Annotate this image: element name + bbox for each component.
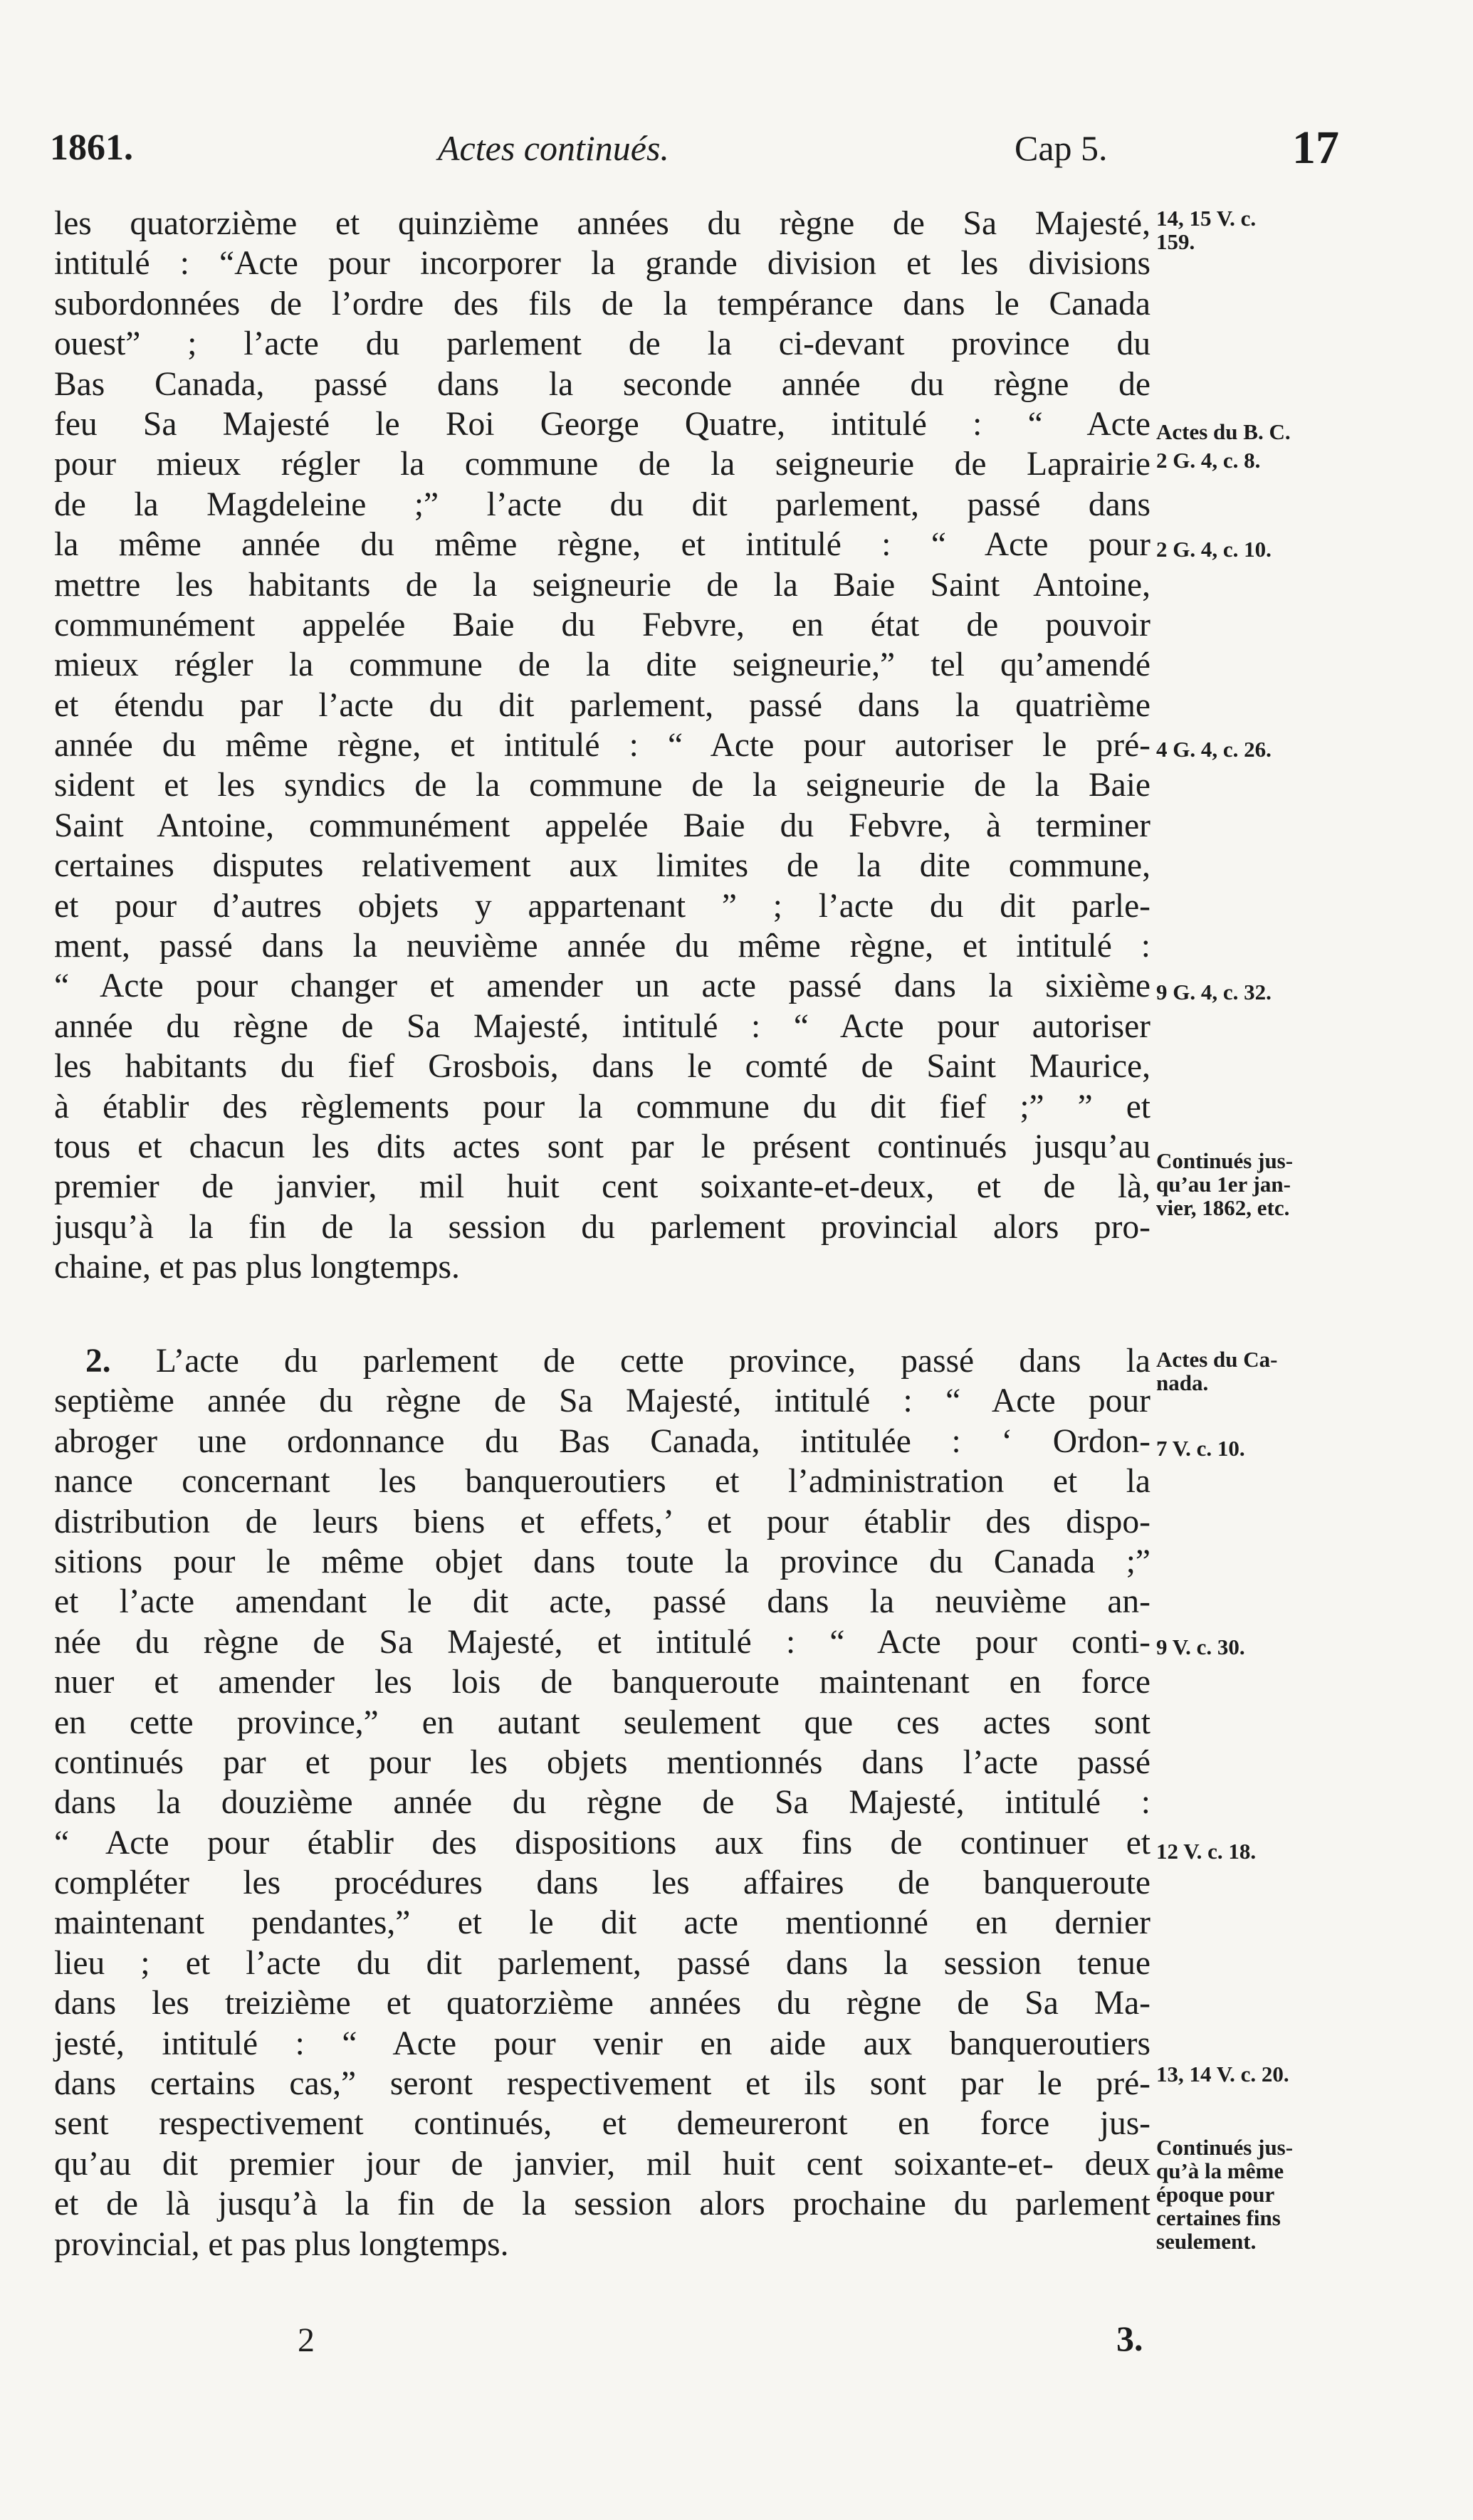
text-line: qu’au dit premier jour de janvier, mil huit cent soixante-et- deux [54, 2145, 1150, 2183]
text-line: année du même règne, et intitulé : “ Acte pour autoriser le pré- [54, 727, 1150, 765]
paragraph-2 [54, 1341, 1150, 2264]
text-line: lieu ; et l’acte du dit parlement, passé dans la session tenue [54, 1944, 1150, 1982]
text-line: Bas Canada, passé dans la seconde année du règne de [54, 365, 1150, 403]
text-line: distribution de leurs biens et effets,’ et pour établir des dispo- [54, 1503, 1150, 1540]
text-line: nance concernant les banqueroutiers et l’administration et la [54, 1463, 1150, 1501]
margin-note: 9 V. c. 30. [1156, 1634, 1245, 1659]
text-line: la même année du même règne, et intitulé : “ Acte pour [54, 526, 1150, 564]
text-line: mieux régler la commune de la dite seigneurie,” tel qu’amendé [54, 646, 1150, 684]
margin-note: 14, 15 V. c. 159. [1156, 206, 1257, 254]
text-line: maintenant pendantes,” et le dit acte mentionné en dernier [54, 1904, 1150, 1942]
text-line: septième année du règne de Sa Majesté, intitulé : “ Acte pour [54, 1382, 1150, 1420]
margin-note: 2 G. 4, c. 8. [1156, 448, 1261, 473]
text-line: de la Magdeleine ;” l’acte du dit parlement, passé dans [54, 485, 1150, 523]
text-line: sent respectivement continués, et demeureront en force jus- [54, 2105, 1150, 2143]
header-title: Actes continués. [438, 128, 669, 168]
header-chapter: Cap 5. [1015, 128, 1108, 168]
text-line: certaines disputes relativement aux limites de la dite commune, [54, 847, 1150, 885]
text-line: année du règne de Sa Majesté, intitulé : “ Acte pour autoriser [54, 1007, 1150, 1045]
margin-note: 7 V. c. 10. [1156, 1436, 1245, 1461]
text-line: communément appelée Baie du Febvre, en état de pouvoir [54, 606, 1150, 644]
text-line: née du règne de Sa Majesté, et intitulé : “ Acte pour conti- [54, 1623, 1150, 1661]
text-line: les quatorzième et quinzième années du règne de Sa Majesté, [54, 205, 1150, 242]
margin-note: Continués jus- qu’au 1er jan- vier, 1862, etc. [1156, 1148, 1294, 1220]
running-header [50, 120, 1346, 177]
margin-note: 2 G. 4, c. 10. [1156, 537, 1272, 562]
text-line: et étendu par l’acte du dit parlement, passé dans la quatrième [54, 686, 1150, 724]
text-line: jusqu’à la fin de la session du parlement provincial alors pro- [54, 1208, 1150, 1246]
margin-note: 12 V. c. 18. [1156, 1839, 1257, 1864]
text-line: les habitants du fief Grosbois, dans le comté de Saint Maurice, [54, 1048, 1150, 1086]
text-line: premier de janvier, mil huit cent soixante-et-deux, et de là, [54, 1168, 1150, 1206]
text-line: subordonnées de l’ordre des fils de la tempérance dans le Canada [54, 285, 1150, 322]
text-line-content: L’acte du parlement de cette province, passé dans la [110, 1343, 1150, 1380]
text-line: dans les treizième et quatorzième années du règne de Sa Ma- [54, 1985, 1150, 2022]
text-line: provincial, et pas plus longtemps. [54, 2225, 509, 2263]
text-line: sident et les syndics de la commune de la seigneurie de la Baie [54, 767, 1150, 804]
text-line: mettre les habitants de la seigneurie de la Baie Saint Antoine, [54, 566, 1150, 604]
text-line: compléter les procédures dans les affaires de banqueroute [54, 1864, 1150, 1902]
margin-note: Continués jus- qu’à la même époque pour certaines fins seulement. [1156, 2135, 1294, 2254]
text-line: et pour d’autres objets y appartenant ” ; l’acte du dit parle- [54, 887, 1150, 925]
section-number: 2. [85, 1343, 111, 1380]
text-line: “ Acte pour changer et amender un acte passé dans la sixième [54, 967, 1150, 1005]
catchword: 3. [1116, 2319, 1143, 2358]
text-line: dans certains cas,” seront respectivement et ils sont par le pré- [54, 2065, 1150, 2103]
text-line [54, 1341, 1150, 1381]
header-year: 1861. [50, 127, 133, 168]
page-number: 17 [1292, 122, 1339, 174]
text-line: ouest” ; l’acte du parlement de la ci-devant province du [54, 325, 1150, 363]
text-line: “ Acte pour établir des dispositions aux fins de continuer et [54, 1824, 1150, 1862]
margin-note: Actes du B. C. [1156, 419, 1291, 444]
text-line: chaine, et pas plus longtemps. [54, 1249, 460, 1286]
text-line: intitulé : “Acte pour incorporer la grande division et les divisions [54, 245, 1150, 283]
text-line: sitions pour le même objet dans toute la province du Canada ;” [54, 1543, 1150, 1580]
margin-note: 13, 14 V. c. 20. [1156, 2062, 1289, 2086]
paragraph-1 [54, 204, 1150, 1288]
text-line: Saint Antoine, communément appelée Baie du Febvre, à terminer [54, 807, 1150, 844]
margin-note: 9 G. 4, c. 32. [1156, 980, 1272, 1004]
text-line: nuer et amender les lois de banqueroute maintenant en force [54, 1664, 1150, 1701]
text-line: abroger une ordonnance du Bas Canada, intitulée : ‘ Ordon- [54, 1422, 1150, 1460]
text-line: à établir des règlements pour la commune du dit fief ;” ” et [54, 1088, 1150, 1125]
text-line: pour mieux régler la commune de la seigneurie de Laprairie [54, 446, 1150, 483]
text-line: tous et chacun les dits actes sont par le présent continués jusqu’au [54, 1128, 1150, 1165]
text-line: ment, passé dans la neuvième année du même règne, et intitulé : [54, 928, 1150, 965]
text-line: feu Sa Majesté le Roi George Quatre, intitulé : “ Acte [54, 405, 1150, 443]
text-line: jesté, intitulé : “ Acte pour venir en aide aux banqueroutiers [54, 2025, 1150, 2062]
text-line: et l’acte amendant le dit acte, passé dans la neuvième an- [54, 1583, 1150, 1621]
text-line: dans la douzième année du règne de Sa Majesté, intitulé : [54, 1784, 1150, 1822]
text-line: et de là jusqu’à la fin de la session alors prochaine du parlement [54, 2185, 1150, 2223]
margin-note: Actes du Ca- nada. [1156, 1347, 1278, 1395]
signature-mark: 2 [298, 2321, 315, 2359]
margin-note: 4 G. 4, c. 26. [1156, 737, 1272, 762]
text-line: en cette province,” en autant seulement que ces actes sont [54, 1703, 1150, 1741]
text-line: continués par et pour les objets mentionnés dans l’acte passé [54, 1743, 1150, 1781]
